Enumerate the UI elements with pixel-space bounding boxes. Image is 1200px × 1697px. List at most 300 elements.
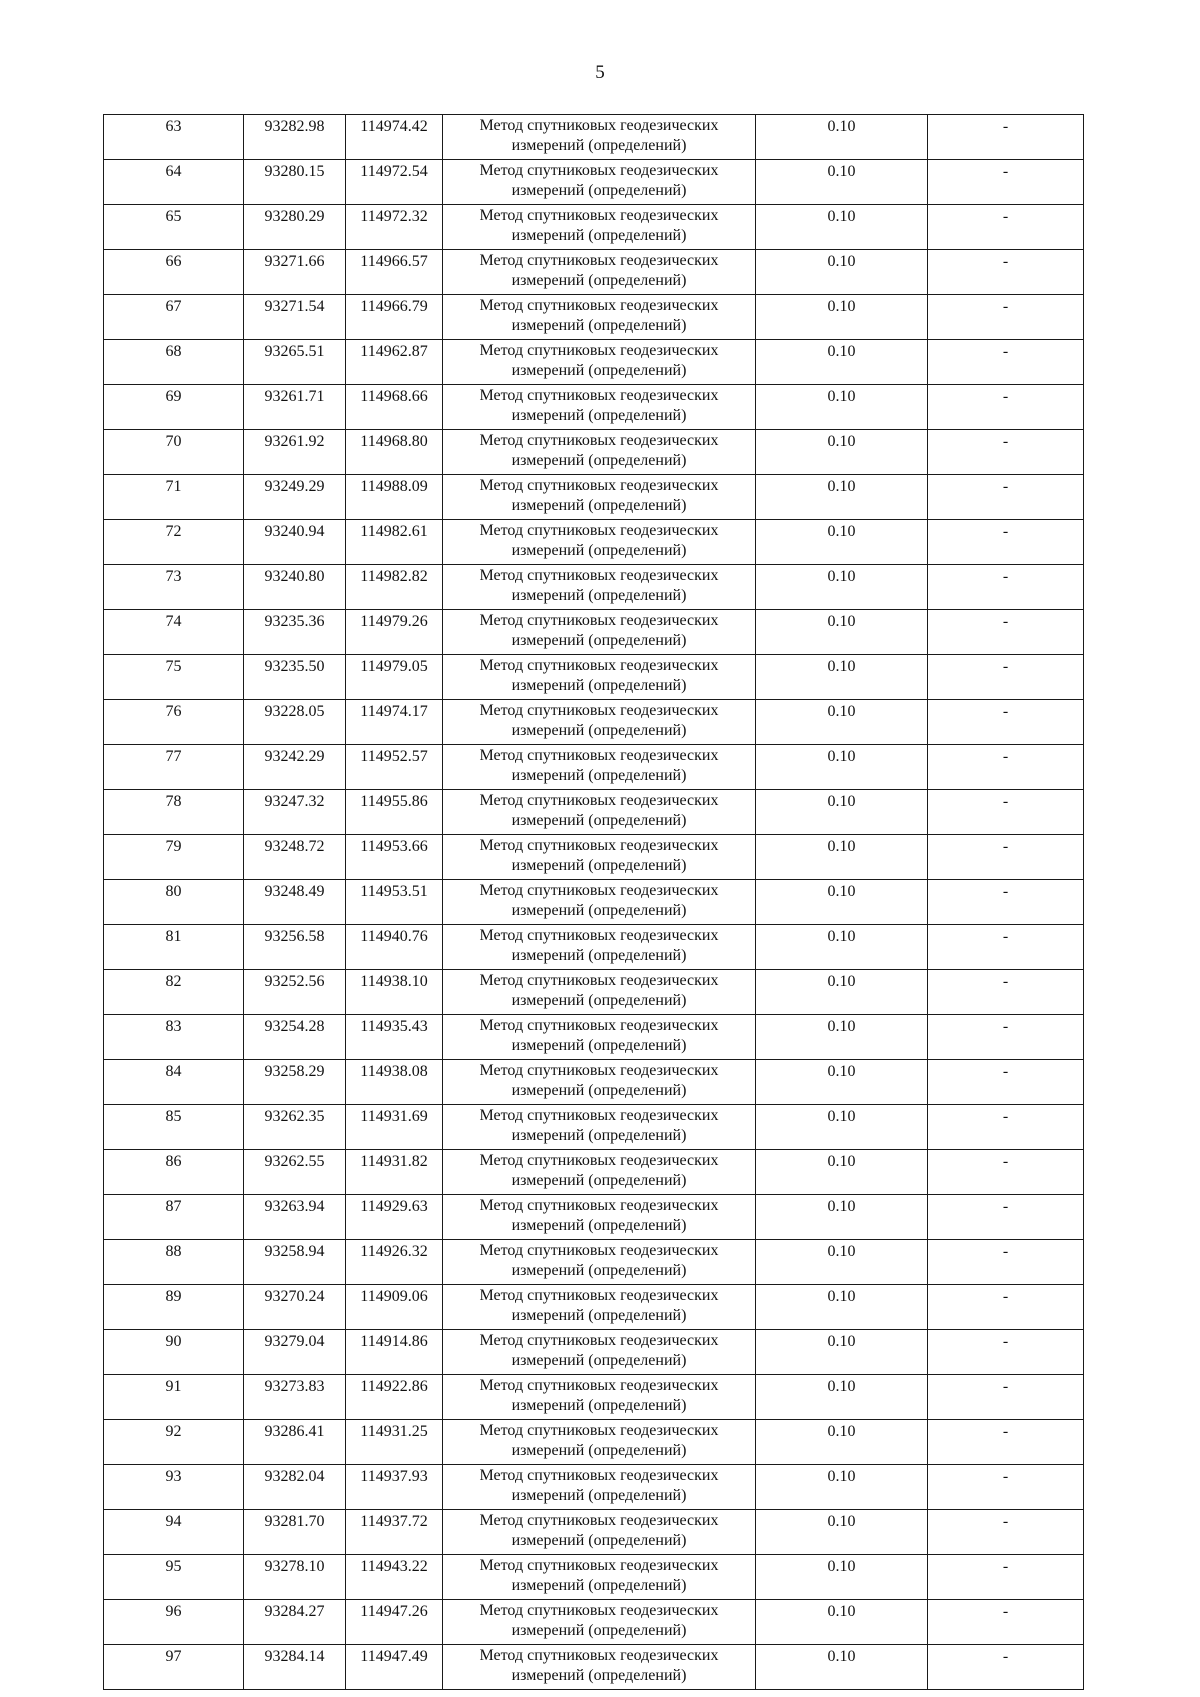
accuracy: 0.10 [756,655,928,700]
point-number: 64 [104,160,244,205]
method-line-2: измерений (определений) [511,1442,687,1459]
table-row [104,925,1084,970]
table-row [104,1645,1084,1690]
coordinate-y: 114926.32 [346,1240,443,1285]
coordinate-y: 114953.51 [346,880,443,925]
method-cell [443,1015,756,1060]
method-cell [443,700,756,745]
method-cell [443,1465,756,1510]
method-line-1: Метод спутниковых геодезических [479,117,719,134]
accuracy: 0.10 [756,970,928,1015]
coordinate-x: 93235.50 [244,655,346,700]
table-row [104,520,1084,565]
point-description: - [928,430,1084,475]
method-line-1: Метод спутниковых геодезических [479,387,719,404]
coordinate-x: 93248.49 [244,880,346,925]
point-number: 73 [104,565,244,610]
point-description: - [928,790,1084,835]
point-number: 65 [104,205,244,250]
coordinate-y: 114982.61 [346,520,443,565]
coordinate-y: 114938.10 [346,970,443,1015]
coordinate-y: 114974.42 [346,115,443,160]
coordinate-y: 114966.57 [346,250,443,295]
table-row [104,340,1084,385]
method-line-2: измерений (определений) [511,1352,687,1369]
method-line-2: измерений (определений) [511,182,687,199]
coordinate-y: 114937.72 [346,1510,443,1555]
method-line-2: измерений (определений) [511,452,687,469]
coordinate-x: 93280.29 [244,205,346,250]
point-description: - [928,250,1084,295]
point-description: - [928,205,1084,250]
accuracy: 0.10 [756,160,928,205]
coordinate-x: 93284.27 [244,1600,346,1645]
method-cell [443,385,756,430]
table-row [104,430,1084,475]
accuracy: 0.10 [756,565,928,610]
method-cell [443,1060,756,1105]
point-number: 90 [104,1330,244,1375]
point-number: 66 [104,250,244,295]
table-row [104,1420,1084,1465]
accuracy: 0.10 [756,250,928,295]
method-line-2: измерений (определений) [511,1307,687,1324]
coordinate-y: 114935.43 [346,1015,443,1060]
coordinate-y: 114982.82 [346,565,443,610]
method-line-1: Метод спутниковых геодезических [479,1242,719,1259]
method-line-2: измерений (определений) [511,1532,687,1549]
point-description: - [928,295,1084,340]
point-number: 92 [104,1420,244,1465]
table-row [104,970,1084,1015]
method-line-2: измерений (определений) [511,1577,687,1594]
coordinate-x: 93248.72 [244,835,346,880]
point-number: 94 [104,1510,244,1555]
coordinate-x: 93278.10 [244,1555,346,1600]
method-line-2: измерений (определений) [511,407,687,424]
coordinate-y: 114909.06 [346,1285,443,1330]
point-number: 68 [104,340,244,385]
coordinate-x: 93271.66 [244,250,346,295]
method-line-1: Метод спутниковых геодезических [479,702,719,719]
coordinate-y: 114988.09 [346,475,443,520]
method-line-1: Метод спутниковых геодезических [479,882,719,899]
method-line-1: Метод спутниковых геодезических [479,1332,719,1349]
method-cell [443,520,756,565]
table-row [104,610,1084,655]
coordinate-x: 93262.35 [244,1105,346,1150]
coordinate-x: 93240.80 [244,565,346,610]
method-line-1: Метод спутниковых геодезических [479,1467,719,1484]
point-description: - [928,1240,1084,1285]
table-row [104,1285,1084,1330]
method-line-2: измерений (определений) [511,497,687,514]
method-cell [443,475,756,520]
method-line-2: измерений (определений) [511,1397,687,1414]
method-line-2: измерений (определений) [511,1262,687,1279]
table-row [104,160,1084,205]
method-line-2: измерений (определений) [511,1172,687,1189]
method-line-2: измерений (определений) [511,947,687,964]
method-line-1: Метод спутниковых геодезических [479,972,719,989]
method-cell [443,655,756,700]
method-line-2: измерений (определений) [511,1127,687,1144]
accuracy: 0.10 [756,745,928,790]
method-line-2: измерений (определений) [511,812,687,829]
point-number: 80 [104,880,244,925]
method-line-2: измерений (определений) [511,857,687,874]
method-line-1: Метод спутниковых геодезических [479,432,719,449]
coordinate-y: 114962.87 [346,340,443,385]
coordinate-y: 114940.76 [346,925,443,970]
method-line-1: Метод спутниковых геодезических [479,342,719,359]
coordinate-x: 93281.70 [244,1510,346,1555]
coordinate-x: 93252.56 [244,970,346,1015]
accuracy: 0.10 [756,790,928,835]
method-line-2: измерений (определений) [511,587,687,604]
method-line-2: измерений (определений) [511,902,687,919]
point-description: - [928,745,1084,790]
method-cell [443,790,756,835]
point-number: 87 [104,1195,244,1240]
point-description: - [928,520,1084,565]
method-line-1: Метод спутниковых геодезических [479,1602,719,1619]
point-description: - [928,1555,1084,1600]
point-number: 70 [104,430,244,475]
point-description: - [928,1600,1084,1645]
accuracy: 0.10 [756,880,928,925]
method-cell [443,160,756,205]
table-row [104,475,1084,520]
point-number: 86 [104,1150,244,1195]
table-row [104,385,1084,430]
method-line-2: измерений (определений) [511,362,687,379]
method-line-2: измерений (определений) [511,992,687,1009]
method-line-1: Метод спутниковых геодезических [479,1197,719,1214]
method-cell [443,1375,756,1420]
accuracy: 0.10 [756,1285,928,1330]
point-description: - [928,1195,1084,1240]
accuracy: 0.10 [756,1330,928,1375]
point-description: - [928,970,1084,1015]
point-number: 97 [104,1645,244,1690]
accuracy: 0.10 [756,835,928,880]
method-line-2: измерений (определений) [511,767,687,784]
point-description: - [928,1645,1084,1690]
coordinate-y: 114931.69 [346,1105,443,1150]
point-number: 79 [104,835,244,880]
method-line-1: Метод спутниковых геодезических [479,927,719,944]
method-line-1: Метод спутниковых геодезических [479,1377,719,1394]
point-description: - [928,700,1084,745]
method-line-2: измерений (определений) [511,227,687,244]
point-number: 76 [104,700,244,745]
point-description: - [928,565,1084,610]
accuracy: 0.10 [756,1060,928,1105]
accuracy: 0.10 [756,700,928,745]
table-row [104,880,1084,925]
point-number: 78 [104,790,244,835]
accuracy: 0.10 [756,925,928,970]
table-row [104,790,1084,835]
table-row [104,295,1084,340]
method-cell [443,205,756,250]
method-cell [443,835,756,880]
table-row [104,115,1084,160]
table-row [104,205,1084,250]
table-row [104,1510,1084,1555]
accuracy: 0.10 [756,1510,928,1555]
coordinate-x: 93286.41 [244,1420,346,1465]
coordinates-table-body [104,115,1084,1690]
accuracy: 0.10 [756,1105,928,1150]
method-line-1: Метод спутниковых геодезических [479,1017,719,1034]
method-cell [443,1150,756,1195]
method-line-2: измерений (определений) [511,1082,687,1099]
point-description: - [928,1105,1084,1150]
method-line-1: Метод спутниковых геодезических [479,747,719,764]
method-cell [443,250,756,295]
method-line-2: измерений (определений) [511,542,687,559]
accuracy: 0.10 [756,1240,928,1285]
method-line-1: Метод спутниковых геодезических [479,837,719,854]
coordinate-x: 93240.94 [244,520,346,565]
method-cell [443,1330,756,1375]
point-number: 77 [104,745,244,790]
point-description: - [928,1285,1084,1330]
coordinate-y: 114952.57 [346,745,443,790]
coordinate-y: 114966.79 [346,295,443,340]
coordinate-y: 114972.54 [346,160,443,205]
method-line-2: измерений (определений) [511,722,687,739]
accuracy: 0.10 [756,610,928,655]
method-line-1: Метод спутниковых геодезических [479,1062,719,1079]
coordinate-y: 114968.80 [346,430,443,475]
coordinate-x: 93242.29 [244,745,346,790]
point-description: - [928,475,1084,520]
accuracy: 0.10 [756,295,928,340]
table-row [104,835,1084,880]
coordinate-y: 114979.26 [346,610,443,655]
table-row [104,1195,1084,1240]
method-line-1: Метод спутниковых геодезических [479,297,719,314]
coordinate-x: 93265.51 [244,340,346,385]
coordinate-x: 93249.29 [244,475,346,520]
coordinate-y: 114955.86 [346,790,443,835]
coordinate-x: 93262.55 [244,1150,346,1195]
table-row [104,1375,1084,1420]
table-row [104,1060,1084,1105]
method-line-1: Метод спутниковых геодезических [479,1107,719,1124]
coordinate-x: 93256.58 [244,925,346,970]
method-line-2: измерений (определений) [511,632,687,649]
coordinate-x: 93261.71 [244,385,346,430]
coordinate-y: 114938.08 [346,1060,443,1105]
method-cell [443,1510,756,1555]
point-description: - [928,655,1084,700]
table-row [104,565,1084,610]
point-number: 67 [104,295,244,340]
point-number: 81 [104,925,244,970]
method-cell [443,565,756,610]
method-line-2: измерений (определений) [511,1217,687,1234]
method-cell [443,115,756,160]
method-line-2: измерений (определений) [511,317,687,334]
coordinate-y: 114914.86 [346,1330,443,1375]
point-description: - [928,835,1084,880]
method-cell [443,430,756,475]
accuracy: 0.10 [756,1600,928,1645]
method-line-1: Метод спутниковых геодезических [479,1422,719,1439]
coordinate-y: 114953.66 [346,835,443,880]
point-description: - [928,880,1084,925]
coordinate-x: 93282.98 [244,115,346,160]
method-line-2: измерений (определений) [511,137,687,154]
method-line-1: Метод спутниковых геодезических [479,1512,719,1529]
method-cell [443,340,756,385]
table-row [104,655,1084,700]
coordinate-x: 93258.29 [244,1060,346,1105]
point-number: 85 [104,1105,244,1150]
coordinate-y: 114968.66 [346,385,443,430]
method-line-2: измерений (определений) [511,272,687,289]
coordinate-y: 114947.26 [346,1600,443,1645]
coordinate-x: 93263.94 [244,1195,346,1240]
accuracy: 0.10 [756,520,928,565]
point-number: 63 [104,115,244,160]
method-line-2: измерений (определений) [511,1487,687,1504]
method-line-1: Метод спутниковых геодезических [479,162,719,179]
coordinate-y: 114943.22 [346,1555,443,1600]
method-line-1: Метод спутниковых геодезических [479,1287,719,1304]
method-cell [443,1240,756,1285]
point-description: - [928,1375,1084,1420]
method-cell [443,1555,756,1600]
accuracy: 0.10 [756,430,928,475]
coordinate-x: 93261.92 [244,430,346,475]
method-line-1: Метод спутниковых геодезических [479,477,719,494]
point-description: - [928,1150,1084,1195]
method-cell [443,610,756,655]
coordinate-x: 93254.28 [244,1015,346,1060]
point-description: - [928,1060,1084,1105]
point-number: 75 [104,655,244,700]
table-row [104,700,1084,745]
point-description: - [928,1510,1084,1555]
point-description: - [928,1420,1084,1465]
point-number: 84 [104,1060,244,1105]
method-line-2: измерений (определений) [511,1037,687,1054]
point-description: - [928,925,1084,970]
method-line-1: Метод спутниковых геодезических [479,1647,719,1664]
point-number: 83 [104,1015,244,1060]
point-number: 91 [104,1375,244,1420]
accuracy: 0.10 [756,115,928,160]
method-line-1: Метод спутниковых геодезических [479,1152,719,1169]
method-line-1: Метод спутниковых геодезических [479,252,719,269]
point-number: 95 [104,1555,244,1600]
method-cell [443,295,756,340]
point-number: 71 [104,475,244,520]
method-line-1: Метод спутниковых геодезических [479,1557,719,1574]
point-number: 69 [104,385,244,430]
coordinate-x: 93228.05 [244,700,346,745]
coordinate-x: 93247.32 [244,790,346,835]
method-line-1: Метод спутниковых геодезических [479,522,719,539]
point-description: - [928,340,1084,385]
coordinate-y: 114974.17 [346,700,443,745]
table-row [104,1240,1084,1285]
method-line-1: Метод спутниковых геодезических [479,567,719,584]
accuracy: 0.10 [756,1150,928,1195]
point-number: 72 [104,520,244,565]
point-description: - [928,1330,1084,1375]
accuracy: 0.10 [756,1645,928,1690]
coordinate-y: 114972.32 [346,205,443,250]
coordinate-y: 114979.05 [346,655,443,700]
accuracy: 0.10 [756,1195,928,1240]
coordinate-x: 93258.94 [244,1240,346,1285]
method-cell [443,1645,756,1690]
coordinate-y: 114922.86 [346,1375,443,1420]
table-row [104,1015,1084,1060]
point-number: 74 [104,610,244,655]
accuracy: 0.10 [756,340,928,385]
table-row [104,1600,1084,1645]
table-row [104,1555,1084,1600]
table-row [104,1330,1084,1375]
coordinate-x: 93280.15 [244,160,346,205]
point-number: 82 [104,970,244,1015]
method-cell [443,745,756,790]
accuracy: 0.10 [756,1015,928,1060]
method-cell [443,970,756,1015]
coordinate-x: 93271.54 [244,295,346,340]
table-row [104,745,1084,790]
coordinate-y: 114931.82 [346,1150,443,1195]
point-description: - [928,1465,1084,1510]
method-cell [443,880,756,925]
coordinate-y: 114929.63 [346,1195,443,1240]
accuracy: 0.10 [756,1375,928,1420]
point-description: - [928,1015,1084,1060]
coordinate-x: 93279.04 [244,1330,346,1375]
method-line-2: измерений (определений) [511,677,687,694]
coordinate-y: 114947.49 [346,1645,443,1690]
method-line-2: измерений (определений) [511,1622,687,1639]
method-line-1: Метод спутниковых геодезических [479,792,719,809]
coordinates-table [103,114,1084,1690]
method-cell [443,1600,756,1645]
coordinate-y: 114931.25 [346,1420,443,1465]
method-cell [443,1105,756,1150]
coordinate-x: 93282.04 [244,1465,346,1510]
method-line-1: Метод спутниковых геодезических [479,657,719,674]
table-row [104,1105,1084,1150]
table-row [104,250,1084,295]
point-description: - [928,160,1084,205]
method-cell [443,1285,756,1330]
method-cell [443,925,756,970]
point-number: 89 [104,1285,244,1330]
coordinate-x: 93284.14 [244,1645,346,1690]
point-number: 96 [104,1600,244,1645]
page-number: 5 [595,62,605,83]
coordinate-x: 93235.36 [244,610,346,655]
point-description: - [928,610,1084,655]
method-cell [443,1195,756,1240]
point-number: 88 [104,1240,244,1285]
